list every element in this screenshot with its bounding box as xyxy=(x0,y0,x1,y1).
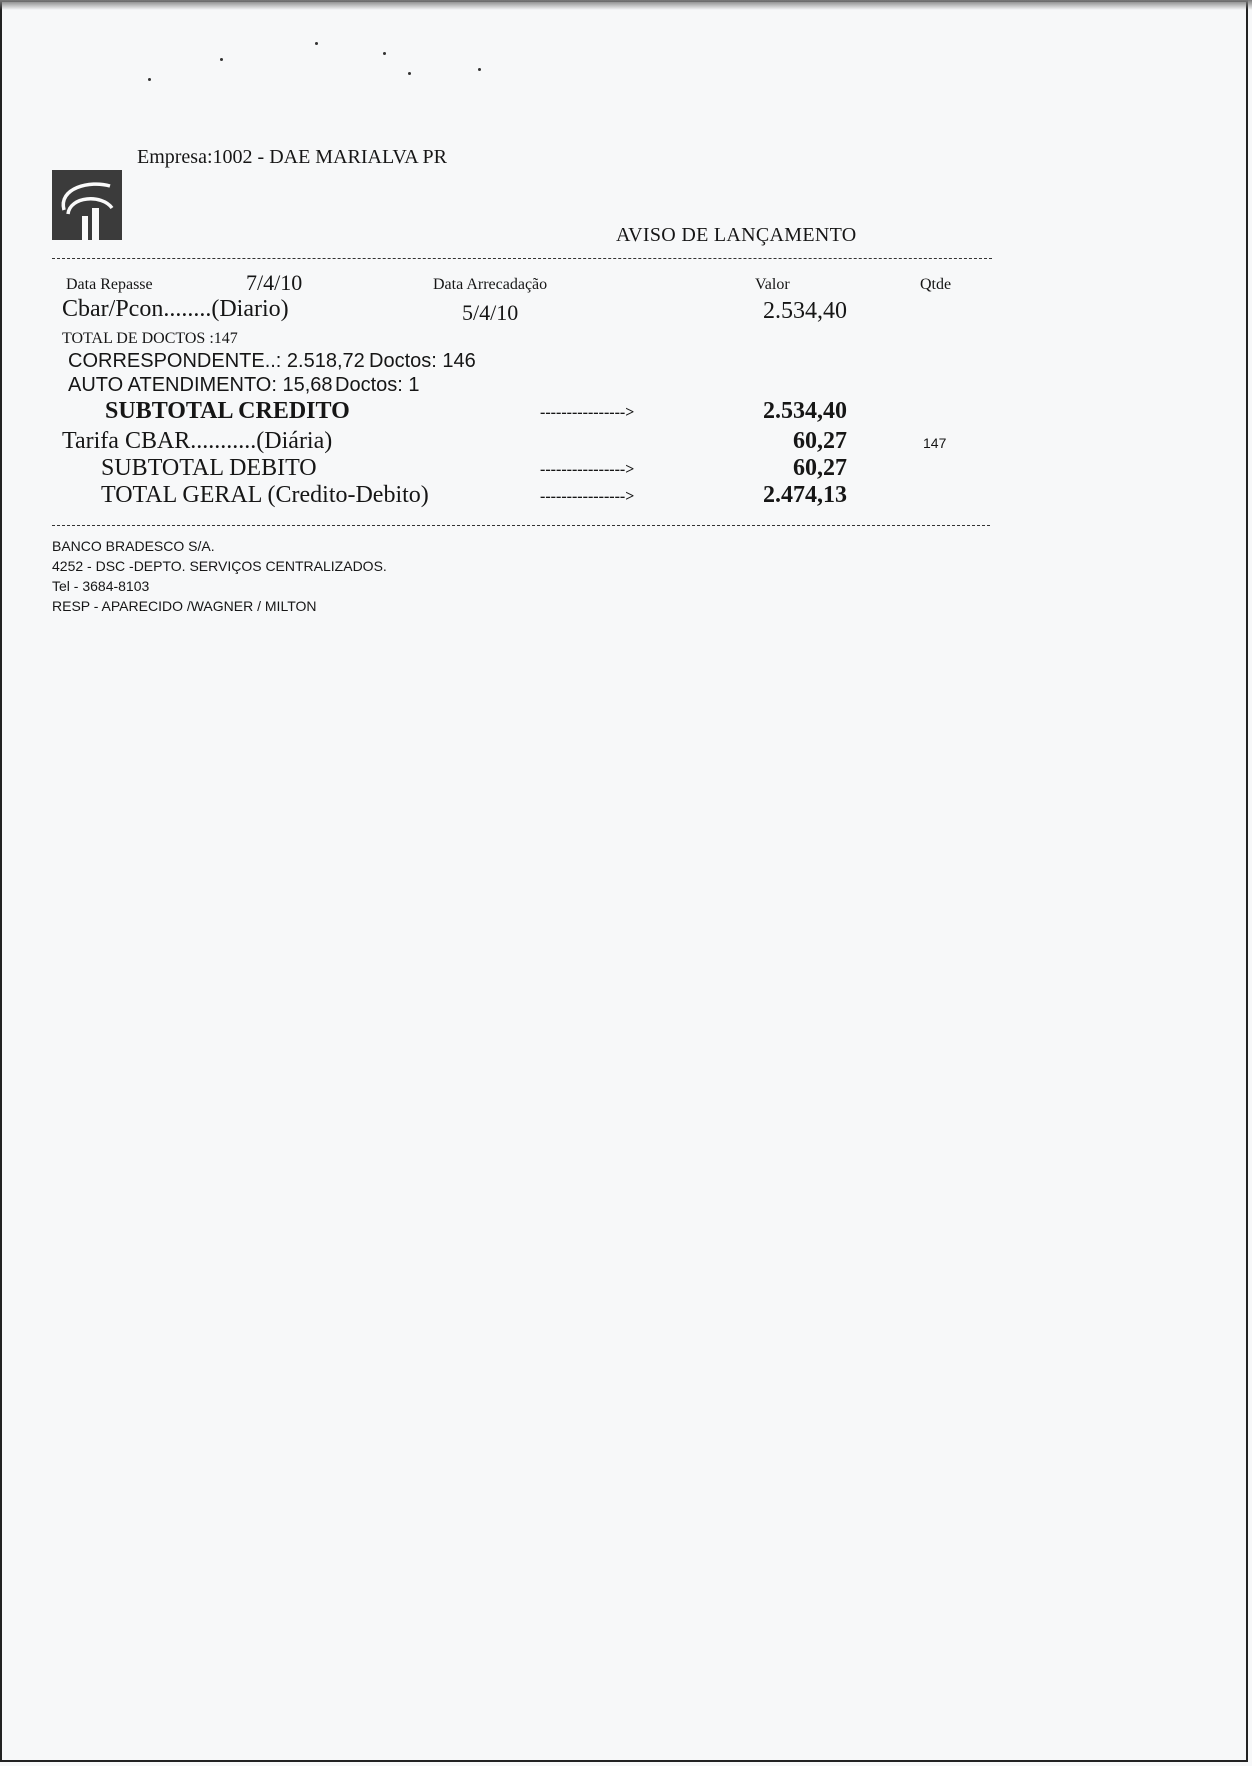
tarifa-qtde: 147 xyxy=(923,435,947,451)
subtotal-credito-arrow: ----------------> xyxy=(540,404,635,421)
auto-atendimento-doctos: Doctos: 1 xyxy=(335,374,420,396)
top-divider xyxy=(52,258,992,259)
footer-bank: BANCO BRADESCO S/A. xyxy=(52,538,215,554)
scan-speck xyxy=(478,68,481,71)
data-repasse-label: Data Repasse xyxy=(66,276,153,293)
cbar-date: 5/4/10 xyxy=(462,300,519,325)
qtde-label: Qtde xyxy=(920,276,952,293)
bottom-divider xyxy=(52,525,990,526)
scan-speck xyxy=(220,58,223,61)
bradesco-logo-icon xyxy=(52,170,122,240)
auto-atendimento-line: AUTO ATENDIMENTO: 15,68 xyxy=(68,374,333,396)
total-geral-label: TOTAL GERAL (Credito-Debito) xyxy=(101,482,429,508)
scan-speck xyxy=(315,42,318,45)
cbar-label: Cbar/Pcon........(Diario) xyxy=(62,296,289,322)
footer-phone: Tel - 3684-8103 xyxy=(52,578,150,594)
valor-label: Valor xyxy=(755,276,790,293)
scan-speck xyxy=(408,72,411,75)
correspondente-line: CORRESPONDENTE..: 2.518,72 xyxy=(68,350,365,372)
data-arrecadacao-label: Data Arrecadação xyxy=(433,276,548,293)
correspondente-doctos: Doctos: 146 xyxy=(369,350,476,372)
total-geral-value: 2.474,13 xyxy=(763,482,847,508)
company-name: Empresa:1002 - DAE MARIALVA PR xyxy=(137,146,448,168)
scan-speck xyxy=(148,78,151,81)
total-geral-arrow: ----------------> xyxy=(540,488,635,505)
subtotal-debito-arrow: ----------------> xyxy=(540,461,635,478)
tarifa-value: 60,27 xyxy=(793,428,847,454)
scan-shadow xyxy=(0,0,1252,10)
footer-resp: RESP - APARECIDO /WAGNER / MILTON xyxy=(52,598,317,614)
data-repasse-value: 7/4/10 xyxy=(246,270,303,295)
subtotal-debito-label: SUBTOTAL DEBITO xyxy=(101,455,317,481)
subtotal-credito-label: SUBTOTAL CREDITO xyxy=(105,398,350,424)
subtotal-credito-value: 2.534,40 xyxy=(763,398,847,424)
footer-dept: 4252 - DSC -DEPTO. SERVIÇOS CENTRALIZADOS. xyxy=(52,558,387,574)
scan-speck xyxy=(383,52,386,55)
document-title: AVISO DE LANÇAMENTO xyxy=(616,224,857,246)
total-doctos: TOTAL DE DOCTOS :147 xyxy=(62,330,238,347)
cbar-value: 2.534,40 xyxy=(763,298,847,324)
subtotal-debito-value: 60,27 xyxy=(793,455,847,481)
tarifa-label: Tarifa CBAR...........(Diária) xyxy=(62,428,333,454)
